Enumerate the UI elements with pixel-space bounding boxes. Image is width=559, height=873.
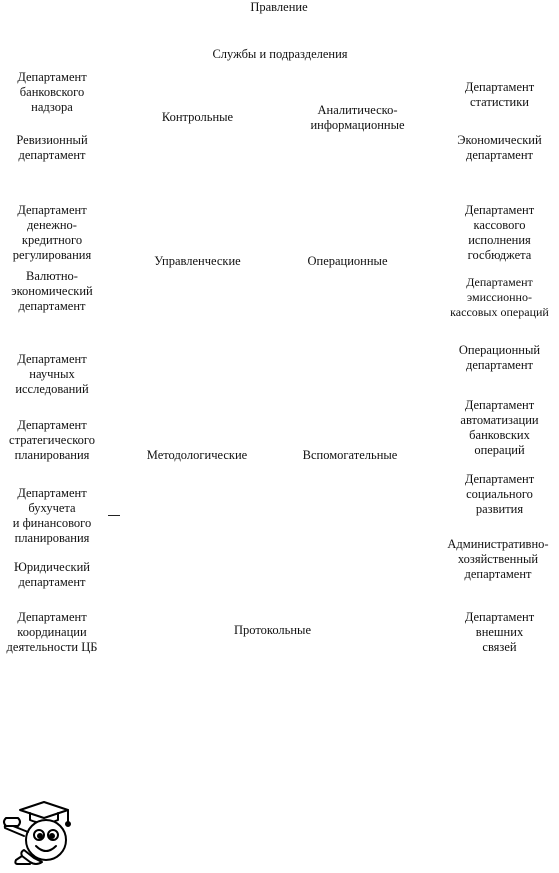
dept-left-3: Департамент денежно- кредитного регулирования xyxy=(12,203,92,262)
group-management: Управленческие xyxy=(154,254,241,268)
group-analytic: Аналитическо- информационные xyxy=(310,103,405,132)
group-operational: Операционные xyxy=(307,254,388,268)
dept-right-3: Департамент кассового исполнения госбюджета xyxy=(464,203,535,262)
dept-left-2: Ревизионный департамент xyxy=(16,133,88,162)
group-protocol: Протокольные xyxy=(233,623,311,637)
services-title: Службы и подразделения xyxy=(212,47,348,61)
dept-right-5: Операционный департамент xyxy=(458,343,541,372)
dept-right-7: Департамент социального развития xyxy=(464,472,535,516)
dept-left-9: Департамент координации деятельности ЦБ xyxy=(6,610,98,654)
connector-dash xyxy=(108,515,120,516)
group-methodological: Методологические xyxy=(146,448,248,462)
dept-right-4: Департамент эмиссионно- кассовых операций xyxy=(450,275,549,319)
dept-left-8: Юридический департамент xyxy=(14,560,90,589)
dept-left-7: Департамент бухучета и финансового планирования xyxy=(12,486,92,545)
dept-left-5: Департамент научных исследований xyxy=(15,352,89,396)
group-auxiliary: Вспомогательные xyxy=(302,448,398,462)
dept-right-8: Административно- хозяйственный департамент xyxy=(447,537,549,581)
dept-right-1: Департамент статистики xyxy=(464,80,535,109)
graduate-mascot-icon xyxy=(0,800,96,868)
group-control: Контрольные xyxy=(161,110,234,124)
dept-right-9: Департамент внешних связей xyxy=(464,610,535,654)
dept-left-6: Департамент стратегического планирования xyxy=(9,418,95,462)
dept-right-6: Департамент автоматизации банковских операций xyxy=(460,398,539,457)
dept-left-4: Валютно- экономический департамент xyxy=(11,269,93,313)
board-title: Правление xyxy=(250,0,308,14)
dept-left-1: Департамент банковского надзора xyxy=(17,70,87,114)
dept-right-2: Экономический департамент xyxy=(457,133,542,162)
